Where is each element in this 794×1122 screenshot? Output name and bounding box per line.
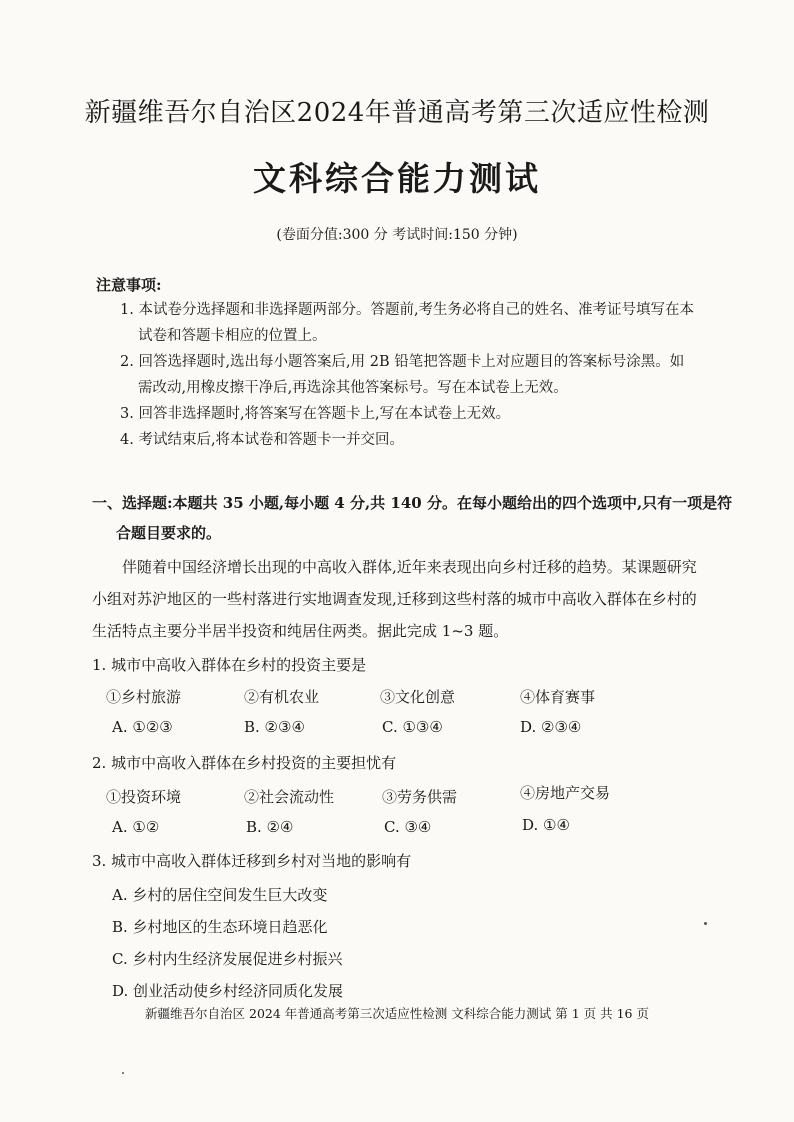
notice-line: 1. 本试卷分选择题和非选择题两部分。答题前,考生务必将自己的姓名、准考证号填写在本	[120, 302, 695, 318]
notice-line: 4. 考试结束后,将本试卷和答题卡一并交回。	[120, 432, 405, 448]
scan-speck	[704, 922, 707, 925]
question-2-item: ④房地产交易	[520, 784, 611, 802]
question-3-stem: 3. 城市中高收入群体迁移到乡村对当地的影响有	[92, 852, 412, 870]
exam-meta: (卷面分值:300 分 考试时间:150 分钟)	[276, 227, 518, 243]
question-3-choice-a[interactable]: A. 乡村的居住空间发生巨大改变	[112, 886, 328, 904]
question-2-stem: 2. 城市中高收入群体在乡村投资的主要担忧有	[92, 754, 397, 772]
question-1-item: ③文化创意	[380, 688, 456, 706]
question-1-item: ④体育赛事	[520, 688, 596, 706]
scan-speck	[122, 1072, 124, 1074]
notice-line: 2. 回答选择题时,选出每小题答案后,用 2B 铅笔把答题卡上对应题目的答案标号涂黑。如	[120, 354, 685, 370]
question-2-item: ①投资环境	[106, 788, 182, 806]
question-3-choice-c[interactable]: C. 乡村内生经济发展促进乡村振兴	[112, 950, 343, 968]
section-heading-cont: 合题目要求的。	[116, 524, 222, 542]
question-2-choice-c[interactable]: C. ③④	[384, 818, 432, 836]
notice-line: 3. 回答非选择题时,将答案写在答题卡上,写在本试卷上无效。	[120, 406, 511, 422]
question-2-item: ②社会流动性	[244, 788, 335, 806]
question-2-item: ③劳务供需	[382, 788, 458, 806]
question-1-choice-c[interactable]: C. ①③④	[382, 718, 443, 736]
notice-line: 试卷和答题卡相应的位置上。	[138, 328, 327, 344]
exam-subject-title: 文科综合能力测试	[253, 159, 541, 198]
question-3-choice-d[interactable]: D. 创业活动使乡村经济同质化发展	[112, 982, 344, 1000]
question-1-stem: 1. 城市中高收入群体在乡村的投资主要是	[92, 656, 367, 674]
exam-title: 新疆维吾尔自治区2024年普通高考第三次适应性检测	[84, 98, 710, 128]
notice-line: 需改动,用橡皮擦干净后,再选涂其他答案标号。写在本试卷上无效。	[138, 380, 568, 396]
section-heading: 一、选择题:本题共 35 小题,每小题 4 分,共 140 分。在每小题给出的四个选项中,只有一项是符	[92, 494, 733, 512]
question-1-choice-a[interactable]: A. ①②③	[112, 718, 173, 736]
passage-line: 生活特点主要分半居半投资和纯居住两类。据此完成 1~3 题。	[92, 622, 509, 640]
passage-line: 小组对苏沪地区的一些村落进行实地调查发现,迁移到这些村落的城市中高收入群体在乡村的	[92, 590, 697, 608]
notice-heading: 注意事项:	[96, 276, 162, 294]
question-3-choice-b[interactable]: B. 乡村地区的生态环境日趋恶化	[112, 918, 328, 936]
question-1-choice-b[interactable]: B. ②③④	[244, 718, 305, 736]
passage-line: 伴随着中国经济增长出现的中高收入群体,近年来表现出向乡村迁移的趋势。某课题研究	[122, 558, 697, 576]
page-footer: 新疆维吾尔自治区 2024 年普通高考第三次适应性检测 文科综合能力测试 第 1 页 共 16 页	[145, 1006, 649, 1021]
question-2-choice-d[interactable]: D. ①④	[522, 816, 570, 834]
question-1-item: ①乡村旅游	[106, 688, 182, 706]
question-2-choice-a[interactable]: A. ①②	[112, 818, 160, 836]
question-2-choice-b[interactable]: B. ②④	[246, 818, 294, 836]
question-1-choice-d[interactable]: D. ②③④	[520, 718, 582, 736]
question-1-item: ②有机农业	[244, 688, 320, 706]
